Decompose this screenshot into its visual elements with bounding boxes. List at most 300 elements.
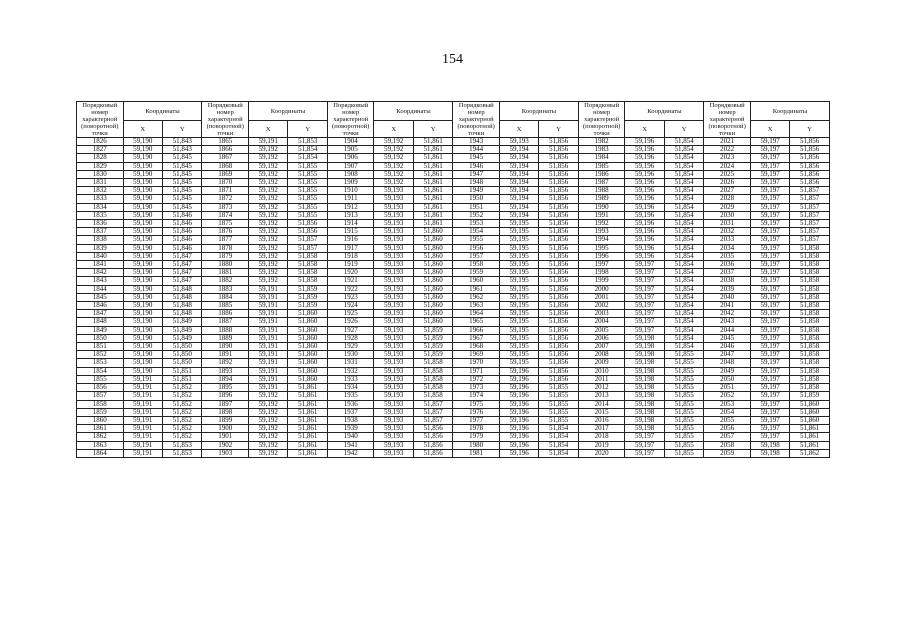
point-number-cell: 1892 [202,359,249,367]
point-number-cell: 1962 [453,293,500,301]
table-row [77,252,830,260]
point-number-cell: 2021 [704,138,751,146]
table-row [77,261,830,269]
x-coordinate-cell: 59,197 [750,293,789,301]
x-coordinate-cell: 59,197 [625,261,664,269]
point-number-cell: 1831 [77,179,124,187]
y-coordinate-cell: 51,855 [664,359,703,367]
point-number-cell: 2007 [578,343,625,351]
y-coordinate-cell: 51,861 [413,195,452,203]
point-number-cell: 1891 [202,351,249,359]
x-coordinate-cell: 59,197 [750,400,789,408]
point-number-cell: 1846 [77,302,124,310]
table-row [77,195,830,203]
x-coordinate-cell: 59,193 [374,449,413,457]
x-coordinate-cell: 59,197 [750,203,789,211]
x-coordinate-cell: 59,195 [499,351,538,359]
point-number-cell: 1903 [202,449,249,457]
point-number-cell: 2011 [578,375,625,383]
y-coordinate-cell: 51,859 [288,285,327,293]
x-coordinate-cell: 59,198 [625,375,664,383]
point-number-cell: 2039 [704,285,751,293]
x-coordinate-cell: 59,190 [123,220,162,228]
x-coordinate-cell: 59,197 [750,334,789,342]
header-x: X [123,121,162,138]
x-coordinate-cell: 59,190 [123,146,162,154]
y-coordinate-cell: 51,856 [790,154,830,162]
point-number-cell: 1856 [77,384,124,392]
header-point-number: Порядковый номер характерной (поворотной) точки [578,102,625,138]
header-y: Y [539,121,578,138]
y-coordinate-cell: 51,860 [288,334,327,342]
point-number-cell: 1992 [578,220,625,228]
point-number-cell: 1997 [578,261,625,269]
x-coordinate-cell: 59,193 [374,293,413,301]
y-coordinate-cell: 51,861 [790,433,830,441]
y-coordinate-cell: 51,858 [790,261,830,269]
y-coordinate-cell: 51,851 [163,375,202,383]
point-number-cell: 1988 [578,187,625,195]
y-coordinate-cell: 51,858 [790,269,830,277]
point-number-cell: 1897 [202,400,249,408]
point-number-cell: 1933 [327,375,374,383]
y-coordinate-cell: 51,849 [163,334,202,342]
point-number-cell: 2027 [704,187,751,195]
x-coordinate-cell: 59,191 [123,433,162,441]
y-coordinate-cell: 51,853 [163,449,202,457]
y-coordinate-cell: 51,856 [539,195,578,203]
x-coordinate-cell: 59,193 [374,441,413,449]
x-coordinate-cell: 59,190 [123,195,162,203]
y-coordinate-cell: 51,856 [790,170,830,178]
y-coordinate-cell: 51,852 [163,425,202,433]
x-coordinate-cell: 59,190 [123,285,162,293]
y-coordinate-cell: 51,861 [288,392,327,400]
y-coordinate-cell: 51,855 [664,441,703,449]
point-number-cell: 1941 [327,441,374,449]
x-coordinate-cell: 59,197 [750,236,789,244]
x-coordinate-cell: 59,190 [123,326,162,334]
y-coordinate-cell: 51,855 [664,392,703,400]
x-coordinate-cell: 59,191 [123,375,162,383]
y-coordinate-cell: 51,848 [163,310,202,318]
point-number-cell: 1840 [77,252,124,260]
y-coordinate-cell: 51,857 [790,220,830,228]
point-number-cell: 1921 [327,277,374,285]
table-row [77,138,830,146]
table-row [77,211,830,219]
x-coordinate-cell: 59,192 [249,244,288,252]
x-coordinate-cell: 59,195 [499,220,538,228]
y-coordinate-cell: 51,846 [163,236,202,244]
x-coordinate-cell: 59,194 [499,195,538,203]
point-number-cell: 1912 [327,203,374,211]
y-coordinate-cell: 51,854 [664,318,703,326]
point-number-cell: 1965 [453,318,500,326]
x-coordinate-cell: 59,191 [123,408,162,416]
x-coordinate-cell: 59,198 [625,343,664,351]
point-number-cell: 1865 [202,138,249,146]
table-row [77,367,830,375]
x-coordinate-cell: 59,197 [625,433,664,441]
point-number-cell: 1864 [77,449,124,457]
x-coordinate-cell: 59,197 [750,384,789,392]
point-number-cell: 2038 [704,277,751,285]
point-number-cell: 1847 [77,310,124,318]
point-number-cell: 2046 [704,343,751,351]
x-coordinate-cell: 59,193 [374,302,413,310]
y-coordinate-cell: 51,855 [539,400,578,408]
y-coordinate-cell: 51,861 [288,425,327,433]
x-coordinate-cell: 59,191 [249,285,288,293]
x-coordinate-cell: 59,192 [249,261,288,269]
x-coordinate-cell: 59,197 [750,408,789,416]
point-number-cell: 1927 [327,326,374,334]
point-number-cell: 1874 [202,211,249,219]
y-coordinate-cell: 51,860 [413,269,452,277]
y-coordinate-cell: 51,849 [163,326,202,334]
x-coordinate-cell: 59,196 [499,400,538,408]
y-coordinate-cell: 51,856 [413,449,452,457]
header-y: Y [790,121,830,138]
x-coordinate-cell: 59,197 [750,211,789,219]
y-coordinate-cell: 51,856 [539,187,578,195]
x-coordinate-cell: 59,190 [123,252,162,260]
x-coordinate-cell: 59,197 [750,326,789,334]
point-number-cell: 2015 [578,408,625,416]
point-number-cell: 1832 [77,187,124,195]
x-coordinate-cell: 59,197 [625,277,664,285]
table-row [77,416,830,424]
y-coordinate-cell: 51,856 [413,433,452,441]
y-coordinate-cell: 51,859 [288,293,327,301]
y-coordinate-cell: 51,856 [790,162,830,170]
y-coordinate-cell: 51,848 [163,293,202,301]
table-row [77,334,830,342]
x-coordinate-cell: 59,192 [249,228,288,236]
point-number-cell: 1901 [202,433,249,441]
y-coordinate-cell: 51,854 [664,277,703,285]
y-coordinate-cell: 51,858 [790,244,830,252]
x-coordinate-cell: 59,195 [499,359,538,367]
point-number-cell: 1968 [453,343,500,351]
point-number-cell: 1948 [453,179,500,187]
y-coordinate-cell: 51,860 [288,310,327,318]
x-coordinate-cell: 59,190 [123,179,162,187]
y-coordinate-cell: 51,855 [539,384,578,392]
point-number-cell: 1979 [453,433,500,441]
point-number-cell: 2004 [578,318,625,326]
x-coordinate-cell: 59,197 [750,269,789,277]
y-coordinate-cell: 51,858 [790,310,830,318]
point-number-cell: 1926 [327,318,374,326]
x-coordinate-cell: 59,193 [374,425,413,433]
header-coordinates: Координаты [249,102,328,121]
point-number-cell: 1942 [327,449,374,457]
y-coordinate-cell: 51,845 [163,203,202,211]
point-number-cell: 1934 [327,384,374,392]
header-x: X [374,121,413,138]
y-coordinate-cell: 51,846 [163,244,202,252]
x-coordinate-cell: 59,197 [750,367,789,375]
x-coordinate-cell: 59,191 [249,351,288,359]
x-coordinate-cell: 59,195 [499,244,538,252]
x-coordinate-cell: 59,190 [123,310,162,318]
x-coordinate-cell: 59,193 [374,359,413,367]
y-coordinate-cell: 51,861 [413,154,452,162]
x-coordinate-cell: 59,193 [374,351,413,359]
point-number-cell: 2002 [578,302,625,310]
y-coordinate-cell: 51,858 [790,302,830,310]
y-coordinate-cell: 51,854 [664,179,703,187]
y-coordinate-cell: 51,847 [163,261,202,269]
y-coordinate-cell: 51,858 [288,261,327,269]
y-coordinate-cell: 51,861 [288,400,327,408]
x-coordinate-cell: 59,196 [499,433,538,441]
y-coordinate-cell: 51,855 [539,392,578,400]
table-row [77,187,830,195]
y-coordinate-cell: 51,860 [413,277,452,285]
table-row [77,384,830,392]
y-coordinate-cell: 51,858 [790,293,830,301]
y-coordinate-cell: 51,854 [664,293,703,301]
x-coordinate-cell: 59,193 [374,285,413,293]
x-coordinate-cell: 59,192 [249,236,288,244]
y-coordinate-cell: 51,854 [539,425,578,433]
point-number-cell: 2042 [704,310,751,318]
x-coordinate-cell: 59,197 [750,220,789,228]
y-coordinate-cell: 51,860 [413,293,452,301]
point-number-cell: 1931 [327,359,374,367]
point-number-cell: 1902 [202,441,249,449]
y-coordinate-cell: 51,852 [163,433,202,441]
point-number-cell: 1828 [77,154,124,162]
point-number-cell: 2024 [704,162,751,170]
header-point-number: Порядковый номер характерной (поворотной) точки [453,102,500,138]
x-coordinate-cell: 59,194 [499,170,538,178]
point-number-cell: 1966 [453,326,500,334]
y-coordinate-cell: 51,860 [413,244,452,252]
y-coordinate-cell: 51,854 [664,138,703,146]
point-number-cell: 1938 [327,416,374,424]
y-coordinate-cell: 51,855 [664,400,703,408]
point-number-cell: 1998 [578,269,625,277]
x-coordinate-cell: 59,191 [123,449,162,457]
point-number-cell: 1947 [453,170,500,178]
y-coordinate-cell: 51,848 [163,285,202,293]
point-number-cell: 1960 [453,277,500,285]
point-number-cell: 2031 [704,220,751,228]
y-coordinate-cell: 51,856 [539,318,578,326]
y-coordinate-cell: 51,861 [288,416,327,424]
x-coordinate-cell: 59,191 [249,310,288,318]
y-coordinate-cell: 51,854 [664,146,703,154]
point-number-cell: 2029 [704,203,751,211]
y-coordinate-cell: 51,856 [539,302,578,310]
y-coordinate-cell: 51,849 [163,318,202,326]
table-row [77,154,830,162]
y-coordinate-cell: 51,857 [413,408,452,416]
y-coordinate-cell: 51,858 [790,343,830,351]
y-coordinate-cell: 51,857 [288,244,327,252]
point-number-cell: 1883 [202,285,249,293]
x-coordinate-cell: 59,193 [374,203,413,211]
y-coordinate-cell: 51,851 [163,367,202,375]
x-coordinate-cell: 59,192 [374,170,413,178]
point-number-cell: 1916 [327,236,374,244]
y-coordinate-cell: 51,856 [539,228,578,236]
point-number-cell: 1845 [77,293,124,301]
y-coordinate-cell: 51,856 [539,326,578,334]
point-number-cell: 1884 [202,293,249,301]
x-coordinate-cell: 59,193 [374,433,413,441]
x-coordinate-cell: 59,197 [750,261,789,269]
y-coordinate-cell: 51,861 [413,170,452,178]
point-number-cell: 1868 [202,162,249,170]
y-coordinate-cell: 51,860 [413,310,452,318]
y-coordinate-cell: 51,847 [163,252,202,260]
y-coordinate-cell: 51,856 [539,261,578,269]
point-number-cell: 1843 [77,277,124,285]
y-coordinate-cell: 51,855 [288,179,327,187]
y-coordinate-cell: 51,860 [790,400,830,408]
y-coordinate-cell: 51,850 [163,351,202,359]
y-coordinate-cell: 51,846 [163,211,202,219]
point-number-cell: 1920 [327,269,374,277]
point-number-cell: 1981 [453,449,500,457]
x-coordinate-cell: 59,190 [123,138,162,146]
point-number-cell: 2037 [704,269,751,277]
y-coordinate-cell: 51,854 [664,220,703,228]
x-coordinate-cell: 59,197 [750,146,789,154]
point-number-cell: 1918 [327,252,374,260]
x-coordinate-cell: 59,195 [499,277,538,285]
point-number-cell: 1986 [578,170,625,178]
y-coordinate-cell: 51,856 [288,228,327,236]
point-number-cell: 1929 [327,343,374,351]
y-coordinate-cell: 51,854 [664,162,703,170]
header-y: Y [664,121,703,138]
y-coordinate-cell: 51,855 [664,425,703,433]
x-coordinate-cell: 59,192 [249,170,288,178]
point-number-cell: 1869 [202,170,249,178]
x-coordinate-cell: 59,193 [374,211,413,219]
point-number-cell: 1953 [453,220,500,228]
y-coordinate-cell: 51,860 [413,228,452,236]
y-coordinate-cell: 51,856 [539,334,578,342]
y-coordinate-cell: 51,855 [288,195,327,203]
header-x: X [625,121,664,138]
x-coordinate-cell: 59,195 [499,236,538,244]
x-coordinate-cell: 59,192 [249,269,288,277]
point-number-cell: 1914 [327,220,374,228]
x-coordinate-cell: 59,193 [374,220,413,228]
y-coordinate-cell: 51,858 [413,375,452,383]
x-coordinate-cell: 59,193 [374,310,413,318]
y-coordinate-cell: 51,852 [163,416,202,424]
point-number-cell: 1834 [77,203,124,211]
y-coordinate-cell: 51,858 [790,285,830,293]
x-coordinate-cell: 59,197 [750,154,789,162]
table-row [77,408,830,416]
x-coordinate-cell: 59,193 [374,269,413,277]
x-coordinate-cell: 59,193 [374,195,413,203]
x-coordinate-cell: 59,196 [625,179,664,187]
x-coordinate-cell: 59,193 [374,228,413,236]
y-coordinate-cell: 51,857 [790,236,830,244]
point-number-cell: 1970 [453,359,500,367]
point-number-cell: 1871 [202,187,249,195]
header-coordinates: Координаты [750,102,829,121]
point-number-cell: 1990 [578,203,625,211]
x-coordinate-cell: 59,197 [750,416,789,424]
x-coordinate-cell: 59,198 [625,367,664,375]
point-number-cell: 2055 [704,416,751,424]
y-coordinate-cell: 51,848 [163,302,202,310]
point-number-cell: 1844 [77,285,124,293]
point-number-cell: 1885 [202,302,249,310]
y-coordinate-cell: 51,861 [288,408,327,416]
table-row [77,318,830,326]
y-coordinate-cell: 51,854 [664,236,703,244]
point-number-cell: 1978 [453,425,500,433]
table-row [77,228,830,236]
y-coordinate-cell: 51,854 [539,449,578,457]
point-number-cell: 2030 [704,211,751,219]
x-coordinate-cell: 59,196 [625,195,664,203]
y-coordinate-cell: 51,854 [664,244,703,252]
x-coordinate-cell: 59,196 [625,162,664,170]
y-coordinate-cell: 51,858 [413,384,452,392]
y-coordinate-cell: 51,854 [664,269,703,277]
point-number-cell: 1983 [578,146,625,154]
point-number-cell: 1893 [202,367,249,375]
x-coordinate-cell: 59,192 [249,211,288,219]
point-number-cell: 1879 [202,252,249,260]
point-number-cell: 2043 [704,318,751,326]
x-coordinate-cell: 59,192 [249,187,288,195]
x-coordinate-cell: 59,192 [249,195,288,203]
point-number-cell: 1925 [327,310,374,318]
y-coordinate-cell: 51,855 [288,187,327,195]
point-number-cell: 1982 [578,138,625,146]
y-coordinate-cell: 51,858 [413,367,452,375]
header-coordinates: Координаты [499,102,578,121]
x-coordinate-cell: 59,197 [750,392,789,400]
point-number-cell: 1977 [453,416,500,424]
x-coordinate-cell: 59,193 [374,400,413,408]
y-coordinate-cell: 51,856 [539,236,578,244]
point-number-cell: 1930 [327,351,374,359]
point-number-cell: 1939 [327,425,374,433]
point-number-cell: 1904 [327,138,374,146]
x-coordinate-cell: 59,191 [249,343,288,351]
point-number-cell: 2034 [704,244,751,252]
point-number-cell: 2022 [704,146,751,154]
y-coordinate-cell: 51,860 [288,343,327,351]
point-number-cell: 2058 [704,441,751,449]
y-coordinate-cell: 51,861 [413,179,452,187]
point-number-cell: 1889 [202,334,249,342]
point-number-cell: 1932 [327,367,374,375]
x-coordinate-cell: 59,198 [625,359,664,367]
y-coordinate-cell: 51,856 [413,425,452,433]
point-number-cell: 2018 [578,433,625,441]
x-coordinate-cell: 59,198 [625,425,664,433]
y-coordinate-cell: 51,856 [539,154,578,162]
y-coordinate-cell: 51,854 [664,211,703,219]
point-number-cell: 1894 [202,375,249,383]
